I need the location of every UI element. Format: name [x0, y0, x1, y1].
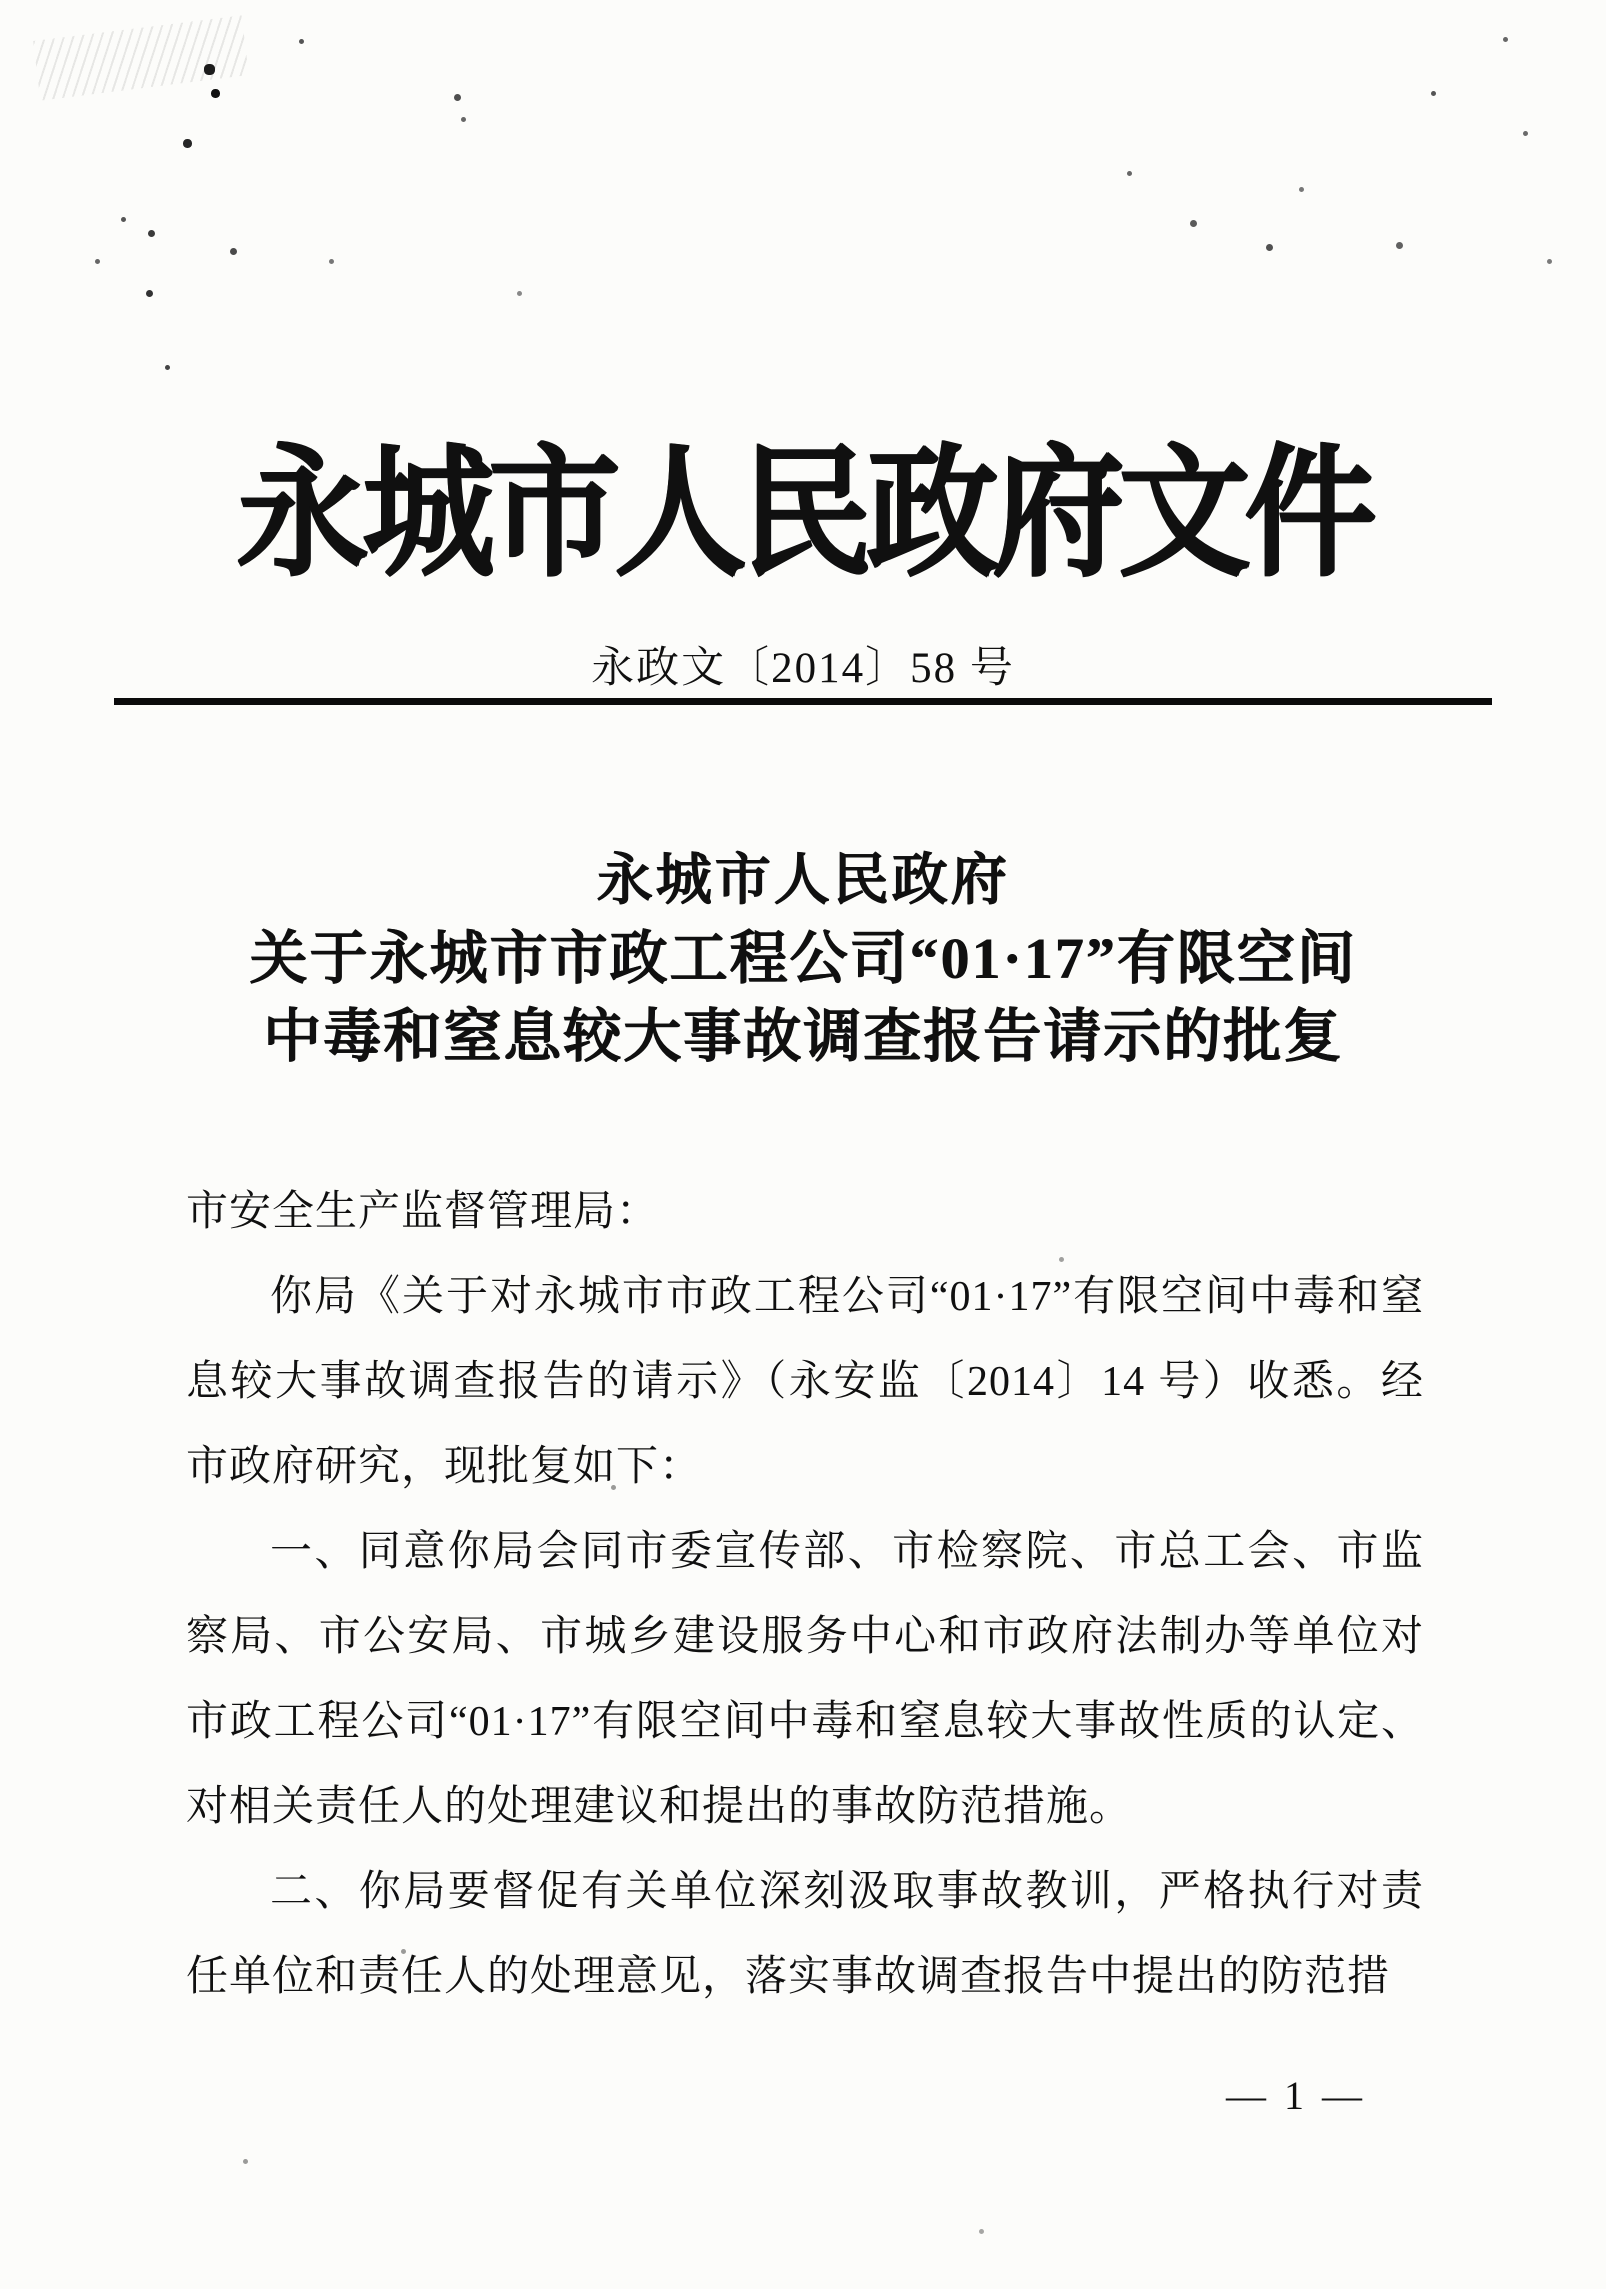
paragraph-2: 一、同意你局会同市委宣传部、市检察院、市总工会、市监察局、市公安局、市城乡建设服务中心和市政府法制办等单位对市政工程公司“01·17”有限空间中毒和窒息较大事故性质的认定、对相关责任人的处理建议和提出的事故防范措施。: [186, 1529, 1424, 1830]
document-body: [186, 1170, 1424, 2020]
document-title-line-1: 永城市人民政府: [596, 850, 1010, 912]
letterhead-title: 永城市人民政府文件: [236, 434, 1370, 594]
paragraph-3: 二、你局要督促有关单位深刻汲取事故教训，严格执行对责任单位和责任人的处理意见，落实事故调查报告中提出的防范措: [186, 1869, 1424, 2000]
scan-smudge: [33, 15, 249, 100]
scan-noise: [0, 0, 3, 3]
document-title: [0, 842, 1606, 1076]
page-number: — 1 —: [1226, 2073, 1366, 2118]
document-number: 永政文〔2014〕58 号: [591, 645, 1015, 692]
document-title-line-2: 关于永城市市政工程公司“01·17”有限空间: [249, 926, 1357, 991]
addressee: 市安全生产监督管理局：: [186, 1189, 660, 1235]
paragraph-1: 你局《关于对永城市市政工程公司“01·17”有限空间中毒和窒息较大事故调查报告的请示》（永安监〔2014〕14 号）收悉。经市政府研究，现批复如下：: [186, 1274, 1424, 1490]
document-title-line-3: 中毒和窒息较大事故调查报告请示的批复: [262, 1004, 1343, 1069]
letterhead-divider: [114, 698, 1492, 705]
